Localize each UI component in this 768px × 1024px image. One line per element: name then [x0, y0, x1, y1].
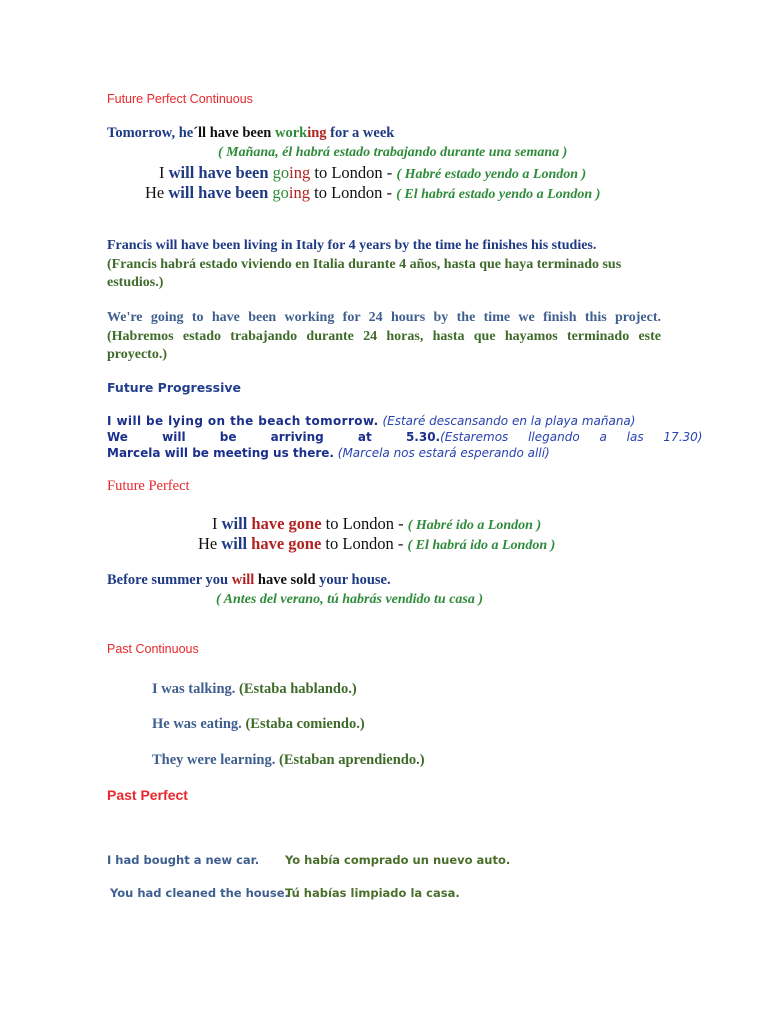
- fperf-ex3-will: will: [231, 572, 255, 588]
- fperf-ex3-part1: Before summer you: [107, 572, 232, 588]
- fperf-example-3: [107, 572, 391, 589]
- project-sentence-es-2: proyecto.): [107, 347, 167, 362]
- fpc-ex1-part1: Tomorrow, he: [107, 125, 194, 141]
- fpc-ex2-translation: ( Habré estado yendo a London ): [396, 167, 587, 182]
- fpc-ex1-translation: ( Mañana, él habrá estado trabajando durante una semana ): [218, 145, 568, 160]
- pcont-row-3-es: (Estaban aprendiendo.): [275, 752, 425, 768]
- pperf-row-1-en: I had bought a new car.: [107, 853, 260, 867]
- pcont-row-2: [152, 716, 365, 733]
- pcont-row-1-es: (Estaba hablando.): [235, 681, 357, 697]
- fperf-ex3-part3: have sold: [254, 572, 320, 588]
- fpc-ex3-ing: ing: [288, 183, 311, 202]
- fpc-ex1-part2: ´ll have been: [193, 125, 275, 141]
- fpc-ex2-rest: to London -: [310, 163, 397, 182]
- pcont-row-2-en: He was eating.: [152, 716, 242, 732]
- fperf-ex3-part4: your house.: [319, 572, 391, 588]
- fprog-line-2: [107, 430, 703, 444]
- fperf-ex1-translation: ( Habré ido a London ): [407, 518, 542, 533]
- fperf-ex2-subject: He: [198, 534, 222, 553]
- fpc-ex2-auxiliary: will have been: [168, 163, 269, 182]
- fpc-ex2-verb: go: [268, 163, 290, 182]
- heading-future-perfect: Future Perfect: [107, 478, 190, 494]
- fprog-line-1-es: (Estaré descansando en la playa mañana): [378, 414, 636, 428]
- fprog-line-3-en: Marcela will be meeting us there.: [107, 446, 334, 460]
- francis-sentence-en: Francis will have been living in Italy for 4 years by the time he finishes his studies.: [107, 238, 597, 253]
- fpc-ex2-subject: I: [159, 163, 169, 182]
- pcont-row-1-en: I was talking.: [152, 681, 236, 697]
- fprog-line-3-es: (Marcela nos estará esperando allí): [333, 446, 550, 460]
- fperf-ex2-rest: to London -: [321, 534, 408, 553]
- fpc-ex3-subject: He: [145, 183, 169, 202]
- fpc-ex1-part3: work: [274, 125, 308, 141]
- fprog-line-2-en: We will be arriving at 5.30.: [107, 430, 441, 444]
- heading-future-progressive: Future Progressive: [107, 380, 241, 395]
- fperf-example-1: [212, 514, 541, 534]
- fperf-ex1-subject: I: [212, 514, 222, 533]
- project-sentence-es-1: (Habremos estado trabajando durante 24 horas, hasta que hayamos terminado este: [107, 329, 661, 344]
- fperf-ex2-have-gone: have gone: [247, 534, 322, 553]
- pperf-row-2-es: Tú habías limpiado la casa.: [285, 886, 460, 900]
- fpc-ex1-part4: ing: [307, 125, 327, 141]
- francis-sentence-es-2: estudios.): [107, 275, 164, 290]
- fpc-ex1-part5: for a week: [326, 125, 395, 141]
- fperf-ex1-have-gone: have gone: [247, 514, 322, 533]
- heading-future-perfect-continuous: Future Perfect Continuous: [107, 92, 253, 106]
- pperf-row-2-en: You had cleaned the house.: [110, 886, 289, 900]
- fprog-line-2-es: (Estaremos llegando a las 17.30): [440, 430, 703, 444]
- fpc-example-1: [107, 125, 394, 142]
- pcont-row-1: [152, 681, 357, 698]
- fperf-example-2: [198, 534, 555, 554]
- fpc-ex3-auxiliary: will have been: [168, 183, 269, 202]
- fperf-ex2-will: will: [221, 534, 248, 553]
- fpc-example-2: [159, 163, 586, 183]
- fpc-ex3-translation: ( El habrá estado yendo a London ): [396, 187, 601, 202]
- heading-past-continuous: Past Continuous: [107, 642, 199, 656]
- fperf-ex1-will: will: [221, 514, 248, 533]
- fprog-line-1-en: I will be lying on the beach tomorrow.: [107, 414, 379, 428]
- fperf-ex3-translation: ( Antes del verano, tú habrás vendido tu casa ): [216, 592, 484, 607]
- fpc-ex3-verb: go: [268, 183, 289, 202]
- fpc-ex3-rest: to London -: [310, 183, 397, 202]
- heading-past-perfect: Past Perfect: [107, 787, 188, 803]
- project-sentence-en: We're going to have been working for 24 hours by the time we finish this project.: [107, 310, 661, 325]
- fpc-example-3: [145, 183, 600, 203]
- fpc-ex2-ing: ing: [289, 163, 311, 182]
- pperf-row-1-es: Yo había comprado un nuevo auto.: [285, 853, 511, 867]
- pcont-row-2-es: (Estaba comiendo.): [241, 716, 365, 732]
- fprog-line-1: [107, 414, 661, 428]
- fperf-ex2-translation: ( El habrá ido a London ): [407, 538, 556, 553]
- fperf-ex1-rest: to London -: [321, 514, 408, 533]
- fprog-line-3: [107, 446, 550, 460]
- francis-sentence-es-1: (Francis habrá estado viviendo en Italia durante 4 años, hasta que haya terminado sus: [107, 257, 622, 272]
- pcont-row-3-en: They were learning.: [152, 752, 276, 768]
- pcont-row-3: [152, 752, 425, 769]
